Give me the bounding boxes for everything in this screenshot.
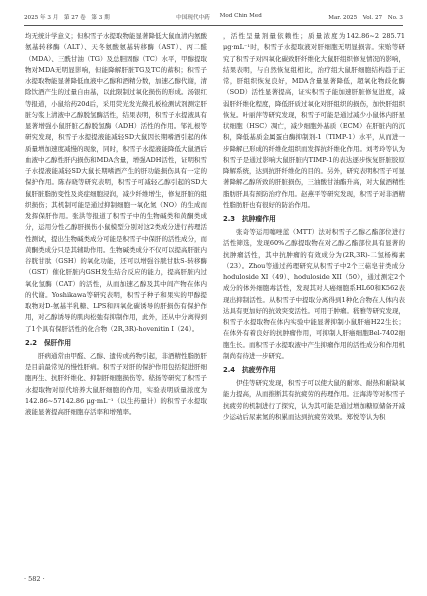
paragraph: 均无统计学意义；但积雪子水提取物能显著降低大鼠血清内氨酸氨基转移酶（ALT）、天冬氨酸氨基转移酶（AST）、丙二醛（MDA）、三酰甘油（TG）及总胆固醇（TC）水平，甲醇提取物对MDA无明显影响，但能降解肝脏TG及TC的蓄积；积雪子水提取物能显著降低血液中乙醇和酒精分数，加速乙醇代谢，清除饮酒产生的过量自由基，以此限制过氧化损伤的形成。汤银红等报道，小鼠给药20d后，采用荧光发光微孔板检测试剂测定肝脏匀浆上清液中乙醇脱氢酶活性，结果表明，积雪子水提液具有显著增强小鼠肝脏乙醇脱氢酶（ADH）活性的作用。邹礼根等研究发现，积雪子水提提液能减轻SD大鼠因长期嗜酒引起的体质量增加速度减慢的现象，同时，积雪子水提液能降低大鼠酒后血液中乙醇性肝内损伤和MDA含量，增强ADH活性，证明积雪子水提液能减轻SD大鼠长期嗜酒产生的肝功能损伤具有一定的保护作用。陈春晓等研究表明，积雪子可减轻乙醇引起的SD大鼠肝脏脂肪变性及炎症细胞浸润，减少纤维增生，修复肝脏的组织损伤；其机制可能是通过抑制细胞一氧化氮（NO）的生成而发挥保肝作用。张洪等报道了积雪子中的生物碱类和黄酮类成分，运用分性乙醇肝损伤小鼠模型分别对这2类成分进行药理活性测试，提出生物碱类成分可能是积雪子中保肝的活性成分，而黄酮类成分只是其辅助作用。生物碱类成分不仅可以提高肝脏内谷胱甘肽（GSH）的氧化功能，还可以增强谷胱甘肽S-转移酶（GST）催化肝脏内GSH发生结合反应的能力，提高肝脏内过氧化氢酶（CAT）的活性，从而加速乙醇及其中间产物在体内的代谢。Yoshikawa等研究表明，积雪子种子和果实的甲醇提取物对D-氨基半乳糖、LPS和四氧化碳诱导的肝损伤有保护作用，对乙醇诱导的肌肉松弛有抑制作用，此外，还从中分离得到了1个具有保肝活性的化合物（2R,3R)-hovenitin I（24）。 xyxy=(25,32,207,333)
header-journal xyxy=(176,13,262,21)
paragraph: 伊佳等研究发现，积雪子可以使大鼠的耐寒、耐热和耐缺氧能力提高，从而推断其有抗疲劳的药理作用。汪海涛等对积雪子抗疲劳的机制进行了探究，认为其可能是通过增加糖原储备开减少运动后尿素氮的积累而达到抗疲劳效果。郑悦等认为积 xyxy=(223,379,405,421)
header-issue-en: Mar. 2025 Vol. 27 No. 3 xyxy=(328,15,403,21)
section-heading: 2.2 保肝作用 xyxy=(25,338,72,347)
right-column xyxy=(223,31,405,423)
running-header xyxy=(24,11,403,23)
header-rule xyxy=(24,25,403,26)
header-journal-cn: 中国现代中药 xyxy=(176,15,210,21)
header-issue-cn: 2025 年 3 月 第 27 卷 第 3 期 xyxy=(24,15,110,21)
paragraph: 张奇等运用噻唑蓝（MTT）法对积雪子乙醇乙酯部位进行活性筛选，发现60%乙醇提取物在对乙醇乙酯部位具有显著的抗肿瘤活性，其中抗肿瘤的有效成分为(2R,3R)-二氢杨梅素（23）。Zhou等通过药理研究从积雪子中2个三萜皂苷类成分hoduloside XI（49）、hoduloside XII（50），通过测定2个成分的体外细胞毒活性，发现其对人癌细胞系HL60和K562表现出抑制活性。从积雪子中提取分离得到1种化合物在人体内表达具有更加好的抗效突变活性。可用于肿瘤。嵇雅等研究发现，积雪子水提取物在体内实验中能显著抑制小鼠肝癌H22生长；在体外有着良好的抗肿瘤作用，可抑制人肝癌细胞Bel-7402细胞生长。而积雪子水提取液中产生抑瘤作用的活性成分和作用机制尚有待进一步研究。 xyxy=(223,228,405,360)
header-journal-en: Mod Chin Med xyxy=(219,13,262,19)
paragraph: ，活性呈量剂量依赖性；质量浓度为142.86~2 285.71 μg·mL⁻¹时，积雪子水提取液对肝细胞无明显损害。宋贻等研究了积雪子对四氧化碳致肝纤维化大鼠肝组织修复情况的影响，结果表明，与自然恢复组相比，治疗组大鼠肝细胞结构趋于正常，肝组织恢复良好，MDA含量显著降低，超氧化物歧化酶（SOD）活性显著提高，证实积雪子能加速肝脏修复进度，减弱肝纤维化程度，降低肝质过氧化对肝组织的损伤，加快肝组织恢复。叶丽萍等研究发现，积雪子可能是通过减少小鼠体内肝星状细胞（HSC）凋亡，减少细胞外基质（ECM）在肝脏内的沉积，降低基质金属蛋白酶抑制剂-1（TIMP-1）水平，从而进一步降解已形成的纤维化组织而发挥抗纤维化作用。刘考玲等认为积雪子是通过影响大鼠肝脏内TIMP-1的表达逐步恢复肝脏胶原降解系统，达到抗肝纤维化的目的。另外，研究表明积雪子可显著降解乙醇所致的肝脏损伤，三油酸甘油酯升高，对大鼠酒精性脂肪肝具有预防治疗作用。赵燕平等研究发现，积雪子对非酒精性脂肪肝也有很好的防治作用。 xyxy=(223,32,405,209)
section-heading: 2.4 抗疲劳作用 xyxy=(223,366,276,374)
section-heading: 2.3 抗肿瘤作用 xyxy=(223,215,276,223)
left-column xyxy=(25,31,207,418)
page-number: · 582 · xyxy=(24,575,45,583)
paragraph: 肝病通常由甲醛、乙醇、遗传或药物引起，非酒精性脂肪肝是目前最常见的慢性肝病。积雪子对肝的保护作用包括促进肝细胞再生、抗肝纤维化、抑制肝细胞损伤等。嵇扬等研究了积雪子水提取物对原代培养大鼠肝细胞的作用，实验表明质量浓度为142.86~57142.86 μg·mL⁻¹（以生药量计）的积雪子水提取液能显著提高肝细胞存活率和增殖率。 xyxy=(25,351,207,416)
